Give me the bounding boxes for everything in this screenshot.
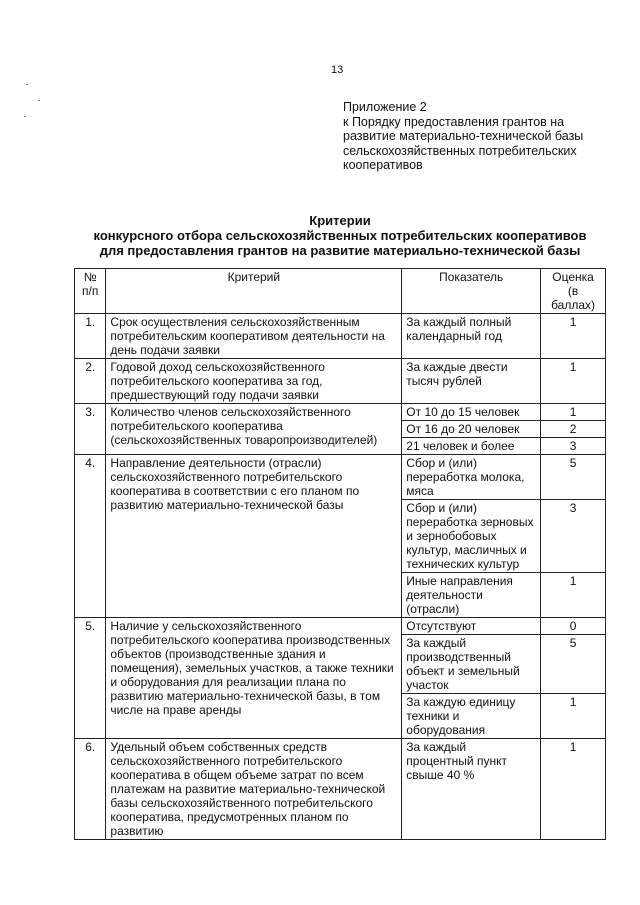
row-score: 1 [541, 404, 606, 421]
row-score: 5 [541, 635, 606, 694]
header-number [75, 269, 106, 314]
header-criterion: Критерий [106, 269, 402, 314]
row-criterion: Количество членов сельскохозяйственного потребительского кооператива (сельскохозяйственных товаропроизводителей) [106, 404, 402, 455]
scan-speck [24, 116, 26, 117]
table-row [75, 739, 606, 840]
header-number-line: п/п [82, 284, 99, 298]
appendix-line: сельскохозяйственных потребительских [343, 143, 577, 158]
table-row [75, 618, 606, 635]
row-score: 1 [541, 573, 606, 618]
row-number: 5. [75, 618, 106, 739]
row-score: 1 [541, 314, 606, 359]
row-indicator: За каждую единицу техники и оборудования [402, 694, 541, 739]
row-number: 6. [75, 739, 106, 840]
table-row [75, 359, 606, 404]
appendix-note [343, 100, 613, 173]
row-indicator: Сбор и (или) переработка молока, мяса [402, 455, 541, 500]
row-score: 1 [541, 359, 606, 404]
row-indicator: Иные направления деятельности (отрасли) [402, 573, 541, 618]
table-row [75, 314, 606, 359]
header-indicator: Показатель [402, 269, 541, 314]
row-score: 5 [541, 455, 606, 500]
header-score-line: (в баллах) [551, 284, 596, 312]
appendix-line: к Порядку предоставления грантов на [343, 114, 565, 129]
row-number: 4. [75, 455, 106, 618]
criteria-table [74, 268, 606, 840]
row-score: 3 [541, 438, 606, 455]
appendix-line: кооперативов [343, 158, 423, 172]
row-number: 3. [75, 404, 106, 455]
row-indicator: За каждый процентный пункт свыше 40 % [402, 739, 541, 840]
header-score [541, 269, 606, 314]
row-number: 2. [75, 359, 106, 404]
table-row [75, 455, 606, 500]
row-indicator: За каждый полный календарный год [402, 314, 541, 359]
row-indicator: От 10 до 15 человек [402, 404, 541, 421]
page-number: 13 [331, 64, 344, 76]
row-indicator: Сбор и (или) переработка зерновых и зернобобовых культур, масличных и технических культур [402, 500, 541, 573]
row-score: 3 [541, 500, 606, 573]
scan-speck [26, 84, 28, 85]
row-criterion: Годовой доход сельскохозяйственного потребительского кооператива за год, предшествующий году подачи заявки [106, 359, 402, 404]
row-score: 1 [541, 739, 606, 840]
document-heading [60, 213, 620, 258]
heading-line: Критерии [309, 213, 371, 228]
row-criterion: Срок осуществления сельскохозяйственным потребительским кооперативом деятельности на день подачи заявки [106, 314, 402, 359]
row-score: 0 [541, 618, 606, 635]
row-criterion: Наличие у сельскохозяйственного потребительского кооператива производственных объектов (производственные здания и помещения), земельных участков, а также техники и оборудования для реализации плана по развитию материально-технической базы, в том числе на праве аренды [106, 618, 402, 739]
table-row [75, 404, 606, 421]
appendix-title: Приложение 2 [343, 100, 427, 114]
row-indicator: Отсутствуют [402, 618, 541, 635]
heading-line: конкурсного отбора сельскохозяйственных потребительских кооперативов [93, 228, 587, 243]
heading-line: для предоставления грантов на развитие материально-технической базы [99, 243, 581, 258]
row-indicator: 21 человек и более [402, 438, 541, 455]
table-header-row [75, 269, 606, 314]
row-indicator: За каждые двести тысяч рублей [402, 359, 541, 404]
row-indicator: От 16 до 20 человек [402, 421, 541, 438]
scan-speck [38, 100, 40, 101]
row-score: 1 [541, 694, 606, 739]
header-number-line: № [83, 270, 97, 284]
appendix-line: развитие материально-технической базы [343, 129, 584, 143]
row-number: 1. [75, 314, 106, 359]
row-criterion: Направление деятельности (отрасли) сельскохозяйственного потребительского кооператива в соответствии с его планом по развитию материально-технической базы [106, 455, 402, 618]
row-indicator: За каждый производственный объект и земельный участок [402, 635, 541, 694]
row-score: 2 [541, 421, 606, 438]
row-criterion: Удельный объем собственных средств сельскохозяйственного потребительского кооператива в общем объеме затрат по всем платежам на развитие материально-технической базы сельскохозяйственного потребительского кооператива, предусмотренных планом по развитию [106, 739, 402, 840]
header-score-line: Оценка [552, 270, 594, 284]
